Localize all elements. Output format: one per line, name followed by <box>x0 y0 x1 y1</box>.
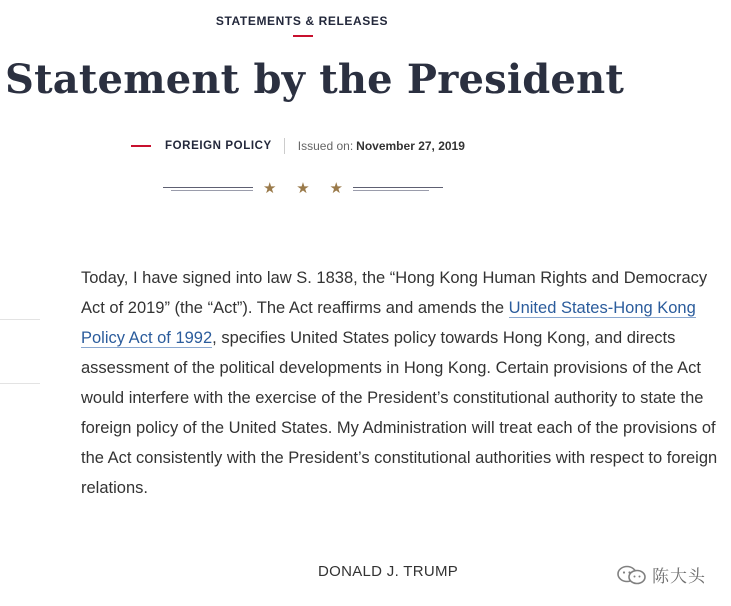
issued-date: November 27, 2019 <box>356 139 465 153</box>
star-divider <box>163 179 443 199</box>
signature: DONALD J. TRUMP <box>318 563 459 580</box>
divider-line-right-top <box>353 187 443 188</box>
issued-label: Issued on: <box>297 139 354 153</box>
stars <box>263 179 343 199</box>
policy-act-link[interactable]: United States-Hong Kong Policy Act of 1992 <box>81 299 696 347</box>
statement-body <box>81 263 726 503</box>
policy-area-link[interactable]: FOREIGN POLICY <box>165 140 272 152</box>
meta-dash <box>131 145 151 147</box>
statement-rest: , specifies United States policy towards Hong Kong, and directs assessment of the political developments in Hong Kong. Certain provisions of the Act would interfere with the exercise of the President’s constitutional authority to state the foreign policy of the United States. My Administration will treat each of the provisions of the Act consistently with the President’s constitutional authorities with respect to foreign relations. <box>81 329 718 497</box>
meta-separator <box>284 138 285 154</box>
page-title: Statement by the President <box>5 56 625 103</box>
watermark <box>616 562 706 587</box>
side-rule-top <box>0 319 40 320</box>
divider-line-left-bottom <box>171 190 253 191</box>
divider-line-right-bottom <box>353 190 429 191</box>
meta-row <box>131 138 465 154</box>
divider-line-left-top <box>163 187 253 188</box>
category-underline <box>293 35 313 37</box>
star-icon: ★ <box>329 180 343 197</box>
statement-intro: Today, I have signed into law S. 1838, the “Hong Kong Human Rights and Democracy Act of 2019” (the “Act”). The Act reaffirms and amends the <box>81 269 708 317</box>
wechat-official-account-icon <box>616 564 648 586</box>
side-rule-bottom <box>0 383 40 384</box>
star-icon: ★ <box>296 180 310 197</box>
watermark-text: 陈大头 <box>652 567 706 587</box>
star-icon: ★ <box>263 180 277 197</box>
section-category-link[interactable]: STATEMENTS & RELEASES <box>215 14 389 28</box>
